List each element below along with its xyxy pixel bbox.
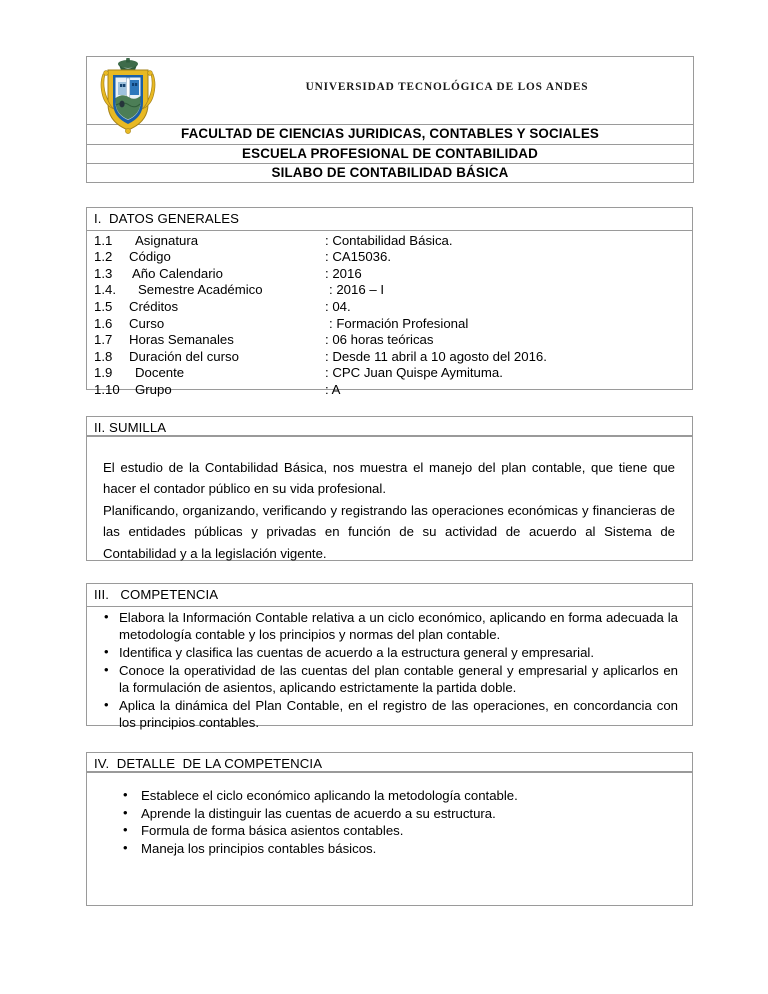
detalle-list-item: • Aprende la distinguir las cuentas de acuerdo a su estructura. [87,805,692,823]
datos-row-value: : 2016 – I [329,282,384,298]
datos-row-number: 1.10 [94,381,120,397]
datos-row-value: : 06 horas teóricas [325,332,434,348]
datos-row-label: Curso [129,315,165,331]
competencia-list-item: • Elabora la Información Contable relativa a un ciclo económico, aplicando en forma adecuada la metodología contable y los principios y normas del plan contable. [87,609,678,644]
datos-generales-row [87,282,692,299]
datos-row-label: Asignatura [135,232,199,248]
school-title: ESCUELA PROFESIONAL DE CONTABILIDAD [87,145,693,165]
datos-row-value: : Contabilidad Básica. [325,232,453,248]
datos-row-label: Año Calendario [132,265,223,281]
sumilla-paragraph: Planificando, organizando, verificando y registrando las operaciones económicas y financieras de las entidades públicas y privadas en función de su actividad de acuerdo al Sistema de Contabilidad y a la legislación vigente. [103,502,675,561]
section-competencia-heading: III. COMPETENCIA [87,584,692,607]
datos-row-number: 1.5 [94,299,113,314]
datos-generales-row [87,382,692,399]
datos-row-value: : CPC Juan Quispe Aymituma. [325,365,503,381]
section-competencia [86,583,693,731]
header-crest-row [87,57,693,125]
datos-row-label: Duración del curso [129,348,239,364]
detalle-list-item: • Formula de forma básica asientos contables. [87,822,692,840]
datos-row-value: : 04. [325,299,351,314]
datos-generales-row [87,349,692,366]
datos-row-value: : A [325,381,341,397]
competencia-list-item: • Aplica la dinámica del Plan Contable, en el registro de las operaciones, en concordancia con los principios contables. [87,697,678,732]
sumilla-paragraphs [87,437,692,564]
competencia-list-item: • Identifica y clasifica las cuentas de acuerdo a la estructura general y empresarial. [87,644,678,662]
university-coat-of-arms-icon [100,58,156,136]
document-header-table [86,56,694,183]
datos-row-label: Créditos [129,299,179,314]
datos-row-number: 1.8 [94,348,113,364]
section-sumilla-header-box [86,416,693,436]
datos-row-label: Código [129,249,171,265]
section-sumilla-body-box [86,436,693,561]
datos-generales-row [87,365,692,382]
datos-row-number: 1.7 [94,332,113,348]
section-datos-generales [86,207,693,397]
detalle-list-item: • Establece el ciclo económico aplicando la metodología contable. [87,787,692,805]
datos-generales-row [87,332,692,349]
syllabus-title: SILABO DE CONTABILIDAD BÁSICA [271,165,509,180]
faculty-title: FACULTAD DE CIENCIAS JURIDICAS, CONTABLES Y SOCIALES [87,125,693,145]
datos-row-number: 1.4. [94,282,116,298]
datos-row-value: : 2016 [325,265,362,281]
datos-generales-row [87,249,692,266]
datos-generales-row [87,233,692,250]
datos-generales-list [87,231,692,398]
competencia-list-item: • Conoce la operatividad de las cuentas del plan contable general y empresarial y aplicarlos en la formulación de asientos, aplicando estrictamente la partida doble. [87,662,678,697]
datos-row-number: 1.3 [94,265,113,281]
sumilla-paragraph: El estudio de la Contabilidad Básica, nos muestra el manejo del plan contable, que tiene que hacer el contador público en su vida profesional. [103,460,675,497]
datos-row-value: : Formación Profesional [329,315,469,331]
university-name: UNIVERSIDAD TECNOLÓGICA DE LOS ANDES [305,81,589,93]
detalle-list-item: • Maneja los principios contables básicos. [87,840,692,858]
datos-row-label: Docente [135,365,185,381]
section-datos-generales-heading: I. DATOS GENERALES [87,208,692,231]
datos-row-number: 1.6 [94,315,113,331]
section-detalle-heading: IV. DETALLE DE LA COMPETENCIA [94,756,323,771]
datos-row-number: 1.9 [94,365,113,381]
competencia-list [87,607,692,732]
datos-row-value: : CA15036. [325,249,391,265]
datos-row-label: Horas Semanales [129,332,234,348]
datos-generales-row [87,299,692,316]
section-detalle-header-box [86,752,693,772]
datos-generales-row [87,266,692,283]
detalle-competencia-list [87,773,692,857]
datos-row-number: 1.1 [94,232,113,248]
datos-generales-row [87,316,692,333]
section-sumilla-heading: II. SUMILLA [94,420,167,435]
datos-row-value: : Desde 11 abril a 10 agosto del 2016. [325,348,547,364]
datos-row-label: Semestre Académico [138,282,263,298]
datos-row-number: 1.2 [94,249,113,265]
datos-row-label: Grupo [135,381,172,397]
section-detalle-body-box [86,772,693,906]
